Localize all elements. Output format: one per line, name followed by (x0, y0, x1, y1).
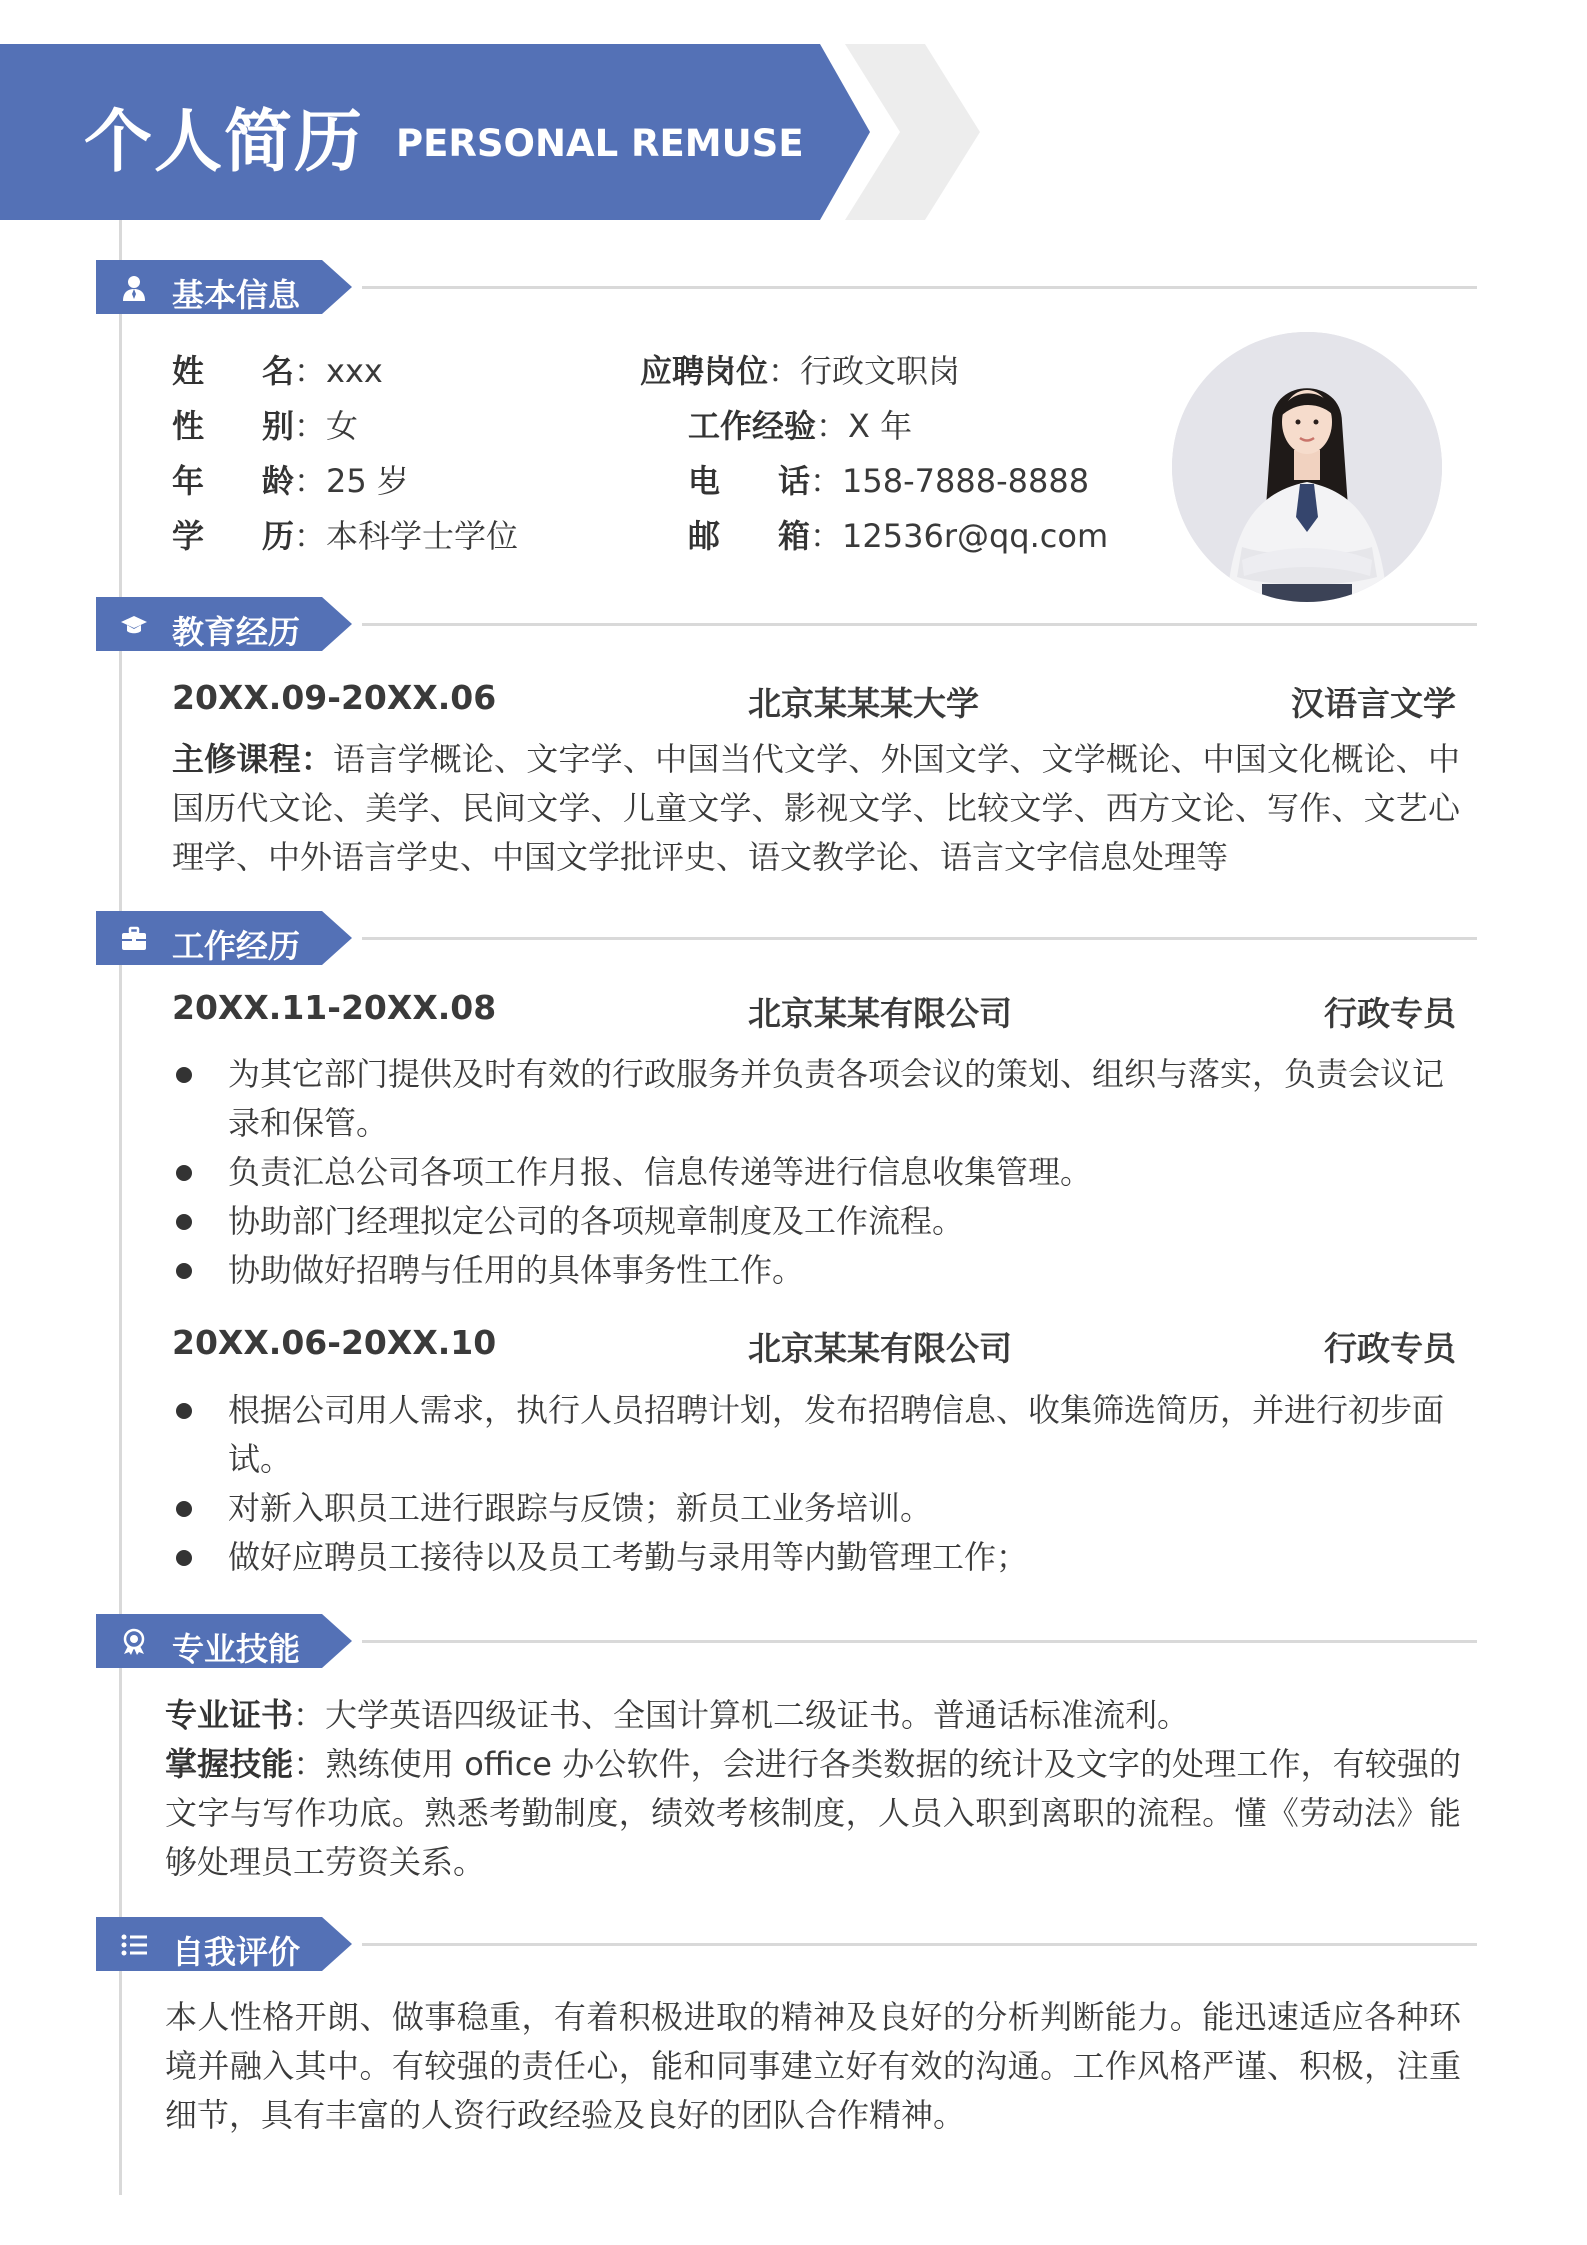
info-age: 年 龄：25 岁 (172, 462, 409, 500)
section-header-skills (96, 1614, 1476, 1668)
info-value: 158-7888-8888 (842, 462, 1090, 500)
education-major: 汉语言文学 (1291, 684, 1456, 723)
work-duties-2 (172, 1386, 1460, 1582)
work-role: 行政专员 (1324, 994, 1456, 1033)
education-period: 20XX.09-20XX.06 (172, 678, 497, 717)
section-divider (362, 937, 1477, 940)
list-item: 根据公司用人需求，执行人员招聘计划，发布招聘信息、收集筛选简历，并进行初步面试。 (172, 1386, 1460, 1484)
portrait-illustration (1172, 332, 1442, 602)
section-divider (362, 1640, 1477, 1643)
header-banner (0, 44, 880, 220)
section-title: 自我评价 (172, 1933, 301, 1971)
work-role: 行政专员 (1324, 1329, 1456, 1368)
info-name: 姓 名：xxx (172, 352, 383, 390)
info-value: X 年 (848, 407, 913, 445)
work-period: 20XX.06-20XX.10 (172, 1323, 497, 1362)
info-value: 女 (326, 407, 359, 445)
work-row-1 (172, 988, 1456, 1032)
info-value: 12536r@qq.com (842, 517, 1109, 555)
education-row (172, 678, 1456, 722)
skill-text: 熟练使用 office 办公软件，会进行各类数据的统计及文字的处理工作，有较强的文字与写作功底。熟悉考勤制度，绩效考核制度，人员入职到离职的流程。懂《劳动法》能够处理员工劳资关系。 (165, 1745, 1461, 1881)
list-item: 协助部门经理拟定公司的各项规章制度及工作流程。 (172, 1197, 1460, 1246)
cert-text: 大学英语四级证书、全国计算机二级证书。普通话标准流利。 (325, 1696, 1190, 1734)
section-header-basic (96, 260, 1476, 314)
briefcase-icon (120, 925, 148, 953)
self-evaluation-text: 本人性格开朗、做事稳重，有着积极进取的精神及良好的分析判断能力。能迅速适应各种环境并融入其中。有较强的责任心，能和同事建立好有效的沟通。工作风格严谨、积极，注重细节，具有丰富的人资行政经验及良好的团队合作精神。 (165, 1998, 1461, 2134)
section-divider (362, 623, 1477, 626)
info-value: xxx (326, 352, 383, 390)
info-email: 邮 箱：12536r@qq.com (688, 517, 1109, 555)
person-icon (120, 274, 148, 302)
timeline-line (119, 220, 122, 2195)
section-header-work (96, 911, 1476, 965)
skill-label: 掌握技能 (165, 1745, 294, 1783)
section-header-self (96, 1917, 1476, 1971)
profile-photo (1172, 332, 1442, 602)
info-experience: 工作经验：X 年 (688, 407, 913, 445)
education-school: 北京某某某大学 (748, 684, 979, 723)
skills-abilities: 掌握技能：熟练使用 office 办公软件，会进行各类数据的统计及文字的处理工作，有较强的文字与写作功底。熟悉考勤制度，绩效考核制度，人员入职到离职的流程。懂《劳动法》能够处理员工劳资关系。 (165, 1745, 1461, 1881)
list-icon (120, 1931, 148, 1959)
page-title: 个人简历 (84, 103, 365, 182)
award-icon (120, 1628, 148, 1656)
work-company: 北京某某有限公司 (748, 994, 1012, 1033)
page-subtitle: PERSONAL REMUSE (396, 122, 804, 165)
list-item: 为其它部门提供及时有效的行政服务并负责各项会议的策划、组织与落实，负责会议记录和保管。 (172, 1050, 1460, 1148)
work-company: 北京某某有限公司 (748, 1329, 1012, 1368)
list-item: 负责汇总公司各项工作月报、信息传递等进行信息收集管理。 (172, 1148, 1460, 1197)
work-duties-1 (172, 1050, 1460, 1295)
info-degree: 学 历：本科学士学位 (172, 517, 519, 555)
work-period: 20XX.11-20XX.08 (172, 988, 497, 1027)
info-value: 本科学士学位 (326, 517, 519, 555)
info-position: 应聘岗位：行政文职岗 (640, 352, 961, 390)
section-divider (362, 1943, 1477, 1946)
list-item: 协助做好招聘与任用的具体事务性工作。 (172, 1246, 1460, 1295)
section-title: 工作经历 (172, 927, 301, 965)
section-title: 基本信息 (172, 276, 301, 314)
graduation-cap-icon (120, 611, 148, 639)
cert-label: 专业证书 (165, 1696, 294, 1734)
section-title: 教育经历 (172, 613, 301, 651)
skills-certificates: 专业证书：大学英语四级证书、全国计算机二级证书。普通话标准流利。 (165, 1696, 1190, 1734)
section-header-education (96, 597, 1476, 651)
list-item: 做好应聘员工接待以及员工考勤与录用等内勤管理工作； (172, 1533, 1460, 1582)
info-gender: 性 别：女 (172, 407, 359, 445)
info-value: 行政文职岗 (800, 352, 961, 390)
courses-label: 主修课程： (172, 740, 334, 778)
info-value: 25 岁 (326, 462, 409, 500)
section-divider (362, 286, 1477, 289)
list-item: 对新入职员工进行跟踪与反馈；新员工业务培训。 (172, 1484, 1460, 1533)
work-row-2 (172, 1323, 1456, 1367)
section-title: 专业技能 (172, 1630, 301, 1668)
info-phone: 电 话：158-7888-8888 (688, 462, 1090, 500)
courses-text: 语言学概论、文字学、中国当代文学、外国文学、文学概论、中国文化概论、中国历代文论、美学、民间文学、儿童文学、影视文学、比较文学、西方文论、写作、文艺心理学、中外语言学史、中国文学批评史、语文教学论、语言文字信息处理等 (172, 740, 1460, 876)
education-courses (172, 735, 1460, 882)
